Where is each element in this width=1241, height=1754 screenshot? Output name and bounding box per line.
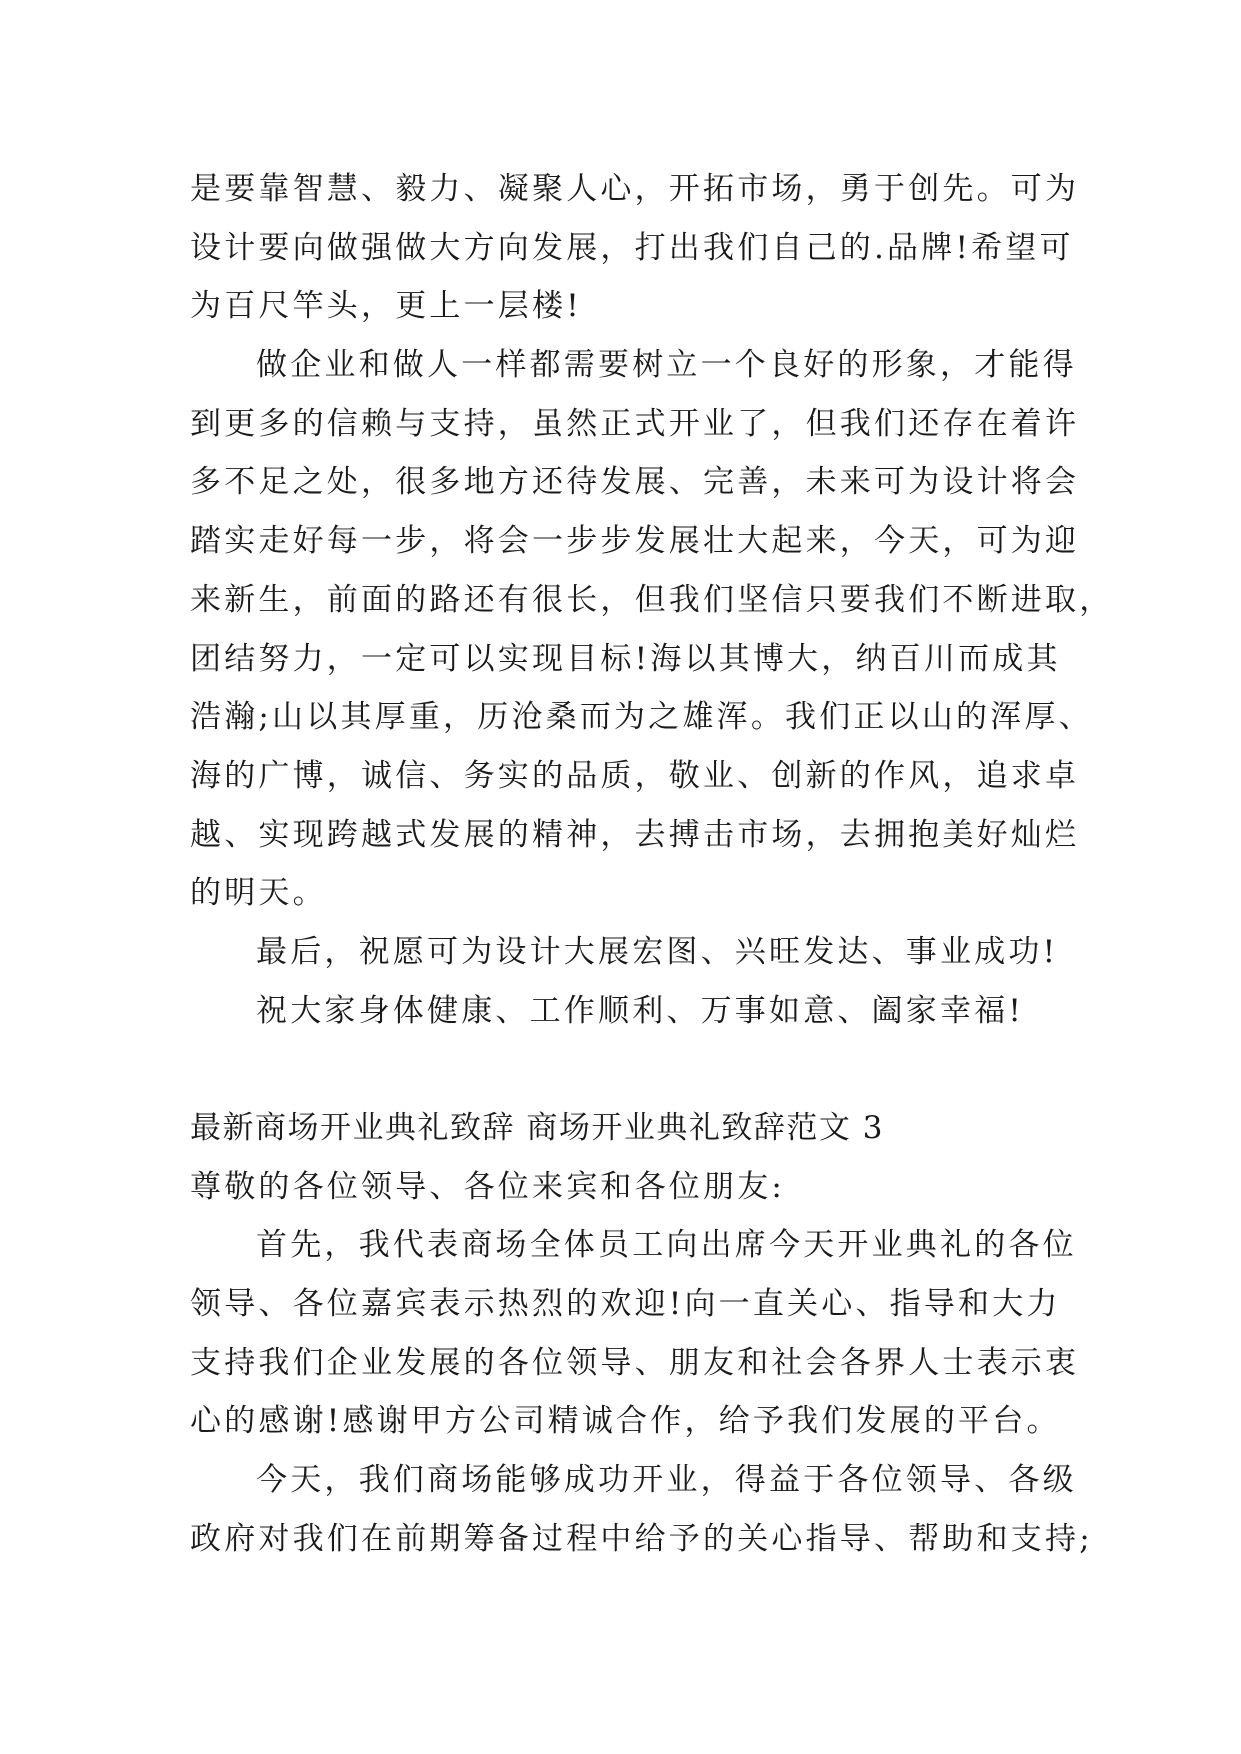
text-line: 设计要向做强做大方向发展，打出我们自己的.品牌!希望可 [190, 229, 1074, 266]
text-line: 浩瀚;山以其厚重，历沧桑而为之雄浑。我们正以山的浑厚、 [190, 699, 1093, 736]
text-line: 多不足之处，很多地方还待发展、完善，未来可为设计将会 [190, 464, 1080, 501]
text-line: 心的感谢!感谢甲方公司精诚合作，给予我们发展的平台。 [190, 1403, 1061, 1440]
paragraph-welcome [190, 1216, 1080, 1451]
text-line: 海的广博，诚信、务实的品质，敬业、创新的作风，追求卓 [190, 757, 1080, 794]
text-line: 到更多的信赖与支持，虽然正式开业了，但我们还存在着许 [190, 405, 1080, 442]
closing-wish-line: 最后，祝愿可为设计大展宏图、兴旺发达、事业成功! [256, 933, 1059, 970]
salutation: 尊敬的各位领导、各位来宾和各位朋友: [190, 1168, 786, 1205]
text-line: 来新生，前面的路还有很长，但我们坚信只要我们不断进取， [190, 581, 1114, 618]
text-line: 踏实走好每一步，将会一步步发展壮大起来，今天，可为迎 [190, 523, 1080, 560]
text-line: 做企业和做人一样都需要树立一个良好的形象，才能得 [256, 347, 1077, 384]
text-line: 是要靠智慧、毅力、凝聚人心，开拓市场，勇于创先。可为 [190, 171, 1080, 207]
closing-wish-line: 祝大家身体健康、工作顺利、万事如意、阖家幸福! [256, 992, 1025, 1029]
text-line: 政府对我们在前期筹备过程中给予的关心指导、帮助和支持; [190, 1520, 1093, 1557]
document-body [190, 160, 1114, 1569]
text-line: 的明天。 [190, 875, 327, 912]
text-line: 首先，我代表商场全体员工向出席今天开业典礼的各位 [256, 1227, 1077, 1264]
text-line: 今天，我们商场能够成功开业，得益于各位领导、各级 [256, 1462, 1077, 1499]
text-line: 支持我们企业发展的各位领导、朋友和社会各界人士表示衷 [190, 1344, 1080, 1381]
paragraph-image-building [190, 336, 1114, 923]
text-line: 越、实现跨越式发展的精神，去搏击市场，去拥抱美好灿烂 [190, 816, 1080, 853]
paragraph-thanks [190, 1451, 1093, 1568]
section-title: 最新商场开业典礼致辞 商场开业典礼致辞范文 3 [190, 1110, 884, 1146]
text-line: 为百尺竿头，更上一层楼! [190, 288, 582, 325]
text-line: 领导、各位嘉宾表示热烈的欢迎!向一直关心、指导和大力 [190, 1286, 1061, 1323]
text-line: 团结努力，一定可以实现目标!海以其博大，纳百川而成其 [190, 640, 1061, 677]
paragraph-continuation [190, 160, 1080, 336]
section-gap [190, 1040, 1070, 1099]
